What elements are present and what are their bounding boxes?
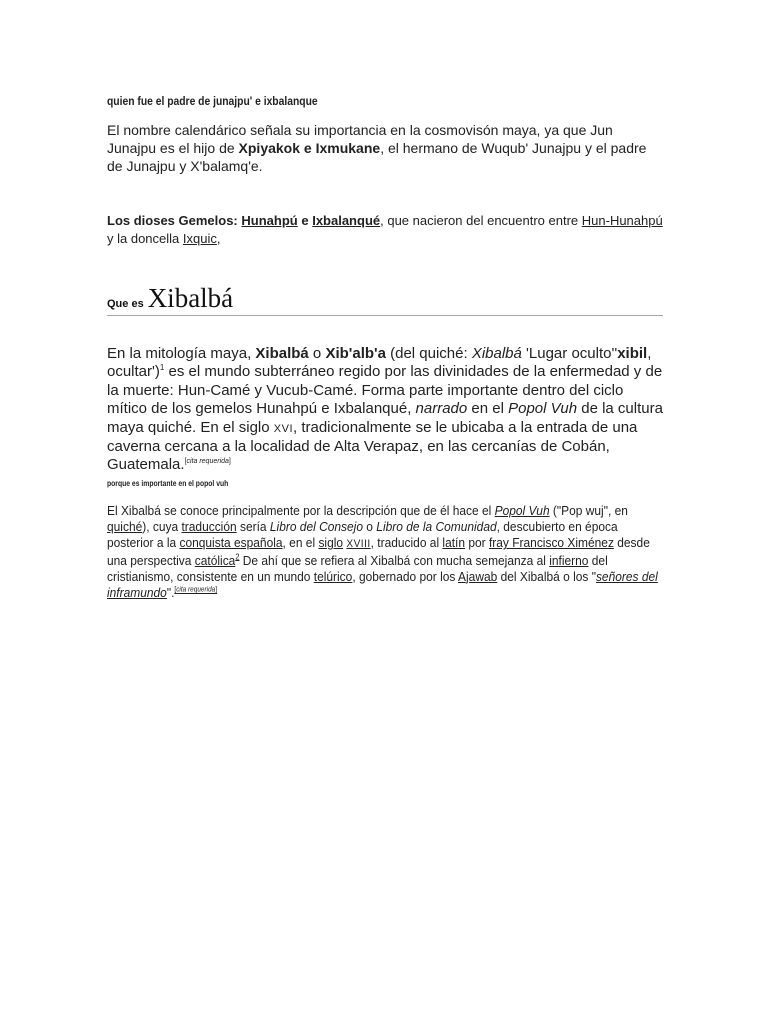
text: , descubierto en época posterior a la xyxy=(107,519,618,551)
text: , ocultar') xyxy=(107,345,652,381)
text: de la cultura maya quiché. En el siglo xyxy=(107,400,663,436)
text: De ahí que se refiera al Xibalbá con mucha semejanza al xyxy=(239,552,550,568)
text: ), cuya xyxy=(142,519,182,535)
paragraph-popol-vuh xyxy=(107,503,659,601)
text: o xyxy=(308,345,326,362)
text: , en el xyxy=(282,535,319,551)
paragraph-gemelos xyxy=(107,212,663,248)
link-century-numeral[interactable]: XVIII xyxy=(346,538,371,551)
text: o xyxy=(362,519,377,535)
text: del Xibalbá o los " xyxy=(497,568,596,584)
link-latin[interactable]: latín xyxy=(442,535,466,551)
text: ". xyxy=(166,585,175,601)
text: del cristianismo, consistente en un mundo xyxy=(107,552,608,584)
link-telurico[interactable]: telúrico xyxy=(313,568,353,584)
italic-term: Xibalbá xyxy=(471,345,522,362)
text: ("Pop wuj", en xyxy=(549,503,628,518)
bold-name: Xpiyakok e Ixmukane xyxy=(238,140,381,156)
bold-term: Xib'alb'a xyxy=(325,345,386,362)
link-hunahpu[interactable]: Hunahpú xyxy=(241,213,298,228)
italic-title: Libro de la Comunidad xyxy=(376,519,497,535)
italic-title: Libro del Consejo xyxy=(269,519,363,535)
text: , tradicionalmente se le ubicaba a la entrada de una caverna cercana a la localidad de Alta Verapaz, en las cercanías de Cobán, Guatemala. xyxy=(107,418,638,474)
text: (del quiché: xyxy=(385,345,472,362)
link-hun-hunahpu[interactable]: Hun-Hunahpú xyxy=(581,213,663,228)
link-siglo[interactable]: siglo xyxy=(318,535,344,551)
text: , que nacieron del encuentro entre xyxy=(380,213,582,228)
text: por xyxy=(465,535,489,551)
link-popol-vuh[interactable]: Popol Vuh xyxy=(494,503,550,518)
bold-label: Los dioses Gemelos: xyxy=(107,213,238,228)
text: El nombre calendárico señala su importancia en la cosmovisón maya, ya que Jun Junajpu es el hijo de xyxy=(107,122,613,156)
text: en el xyxy=(467,400,509,418)
link-catolica[interactable]: católica xyxy=(194,552,236,568)
paragraph-junajpu xyxy=(107,121,663,175)
footnote-ref-2[interactable]: 2 xyxy=(235,552,240,562)
link-ajawab[interactable]: Ajawab xyxy=(458,568,498,584)
text: desde una perspectiva xyxy=(107,535,650,568)
citation-text[interactable]: cita requerida xyxy=(176,586,216,594)
question-heading: quien fue el padre de junajpu' e ixbalanque xyxy=(107,94,318,108)
link-senores-inframundo[interactable]: señores del inframundo xyxy=(107,568,658,601)
link-conquista[interactable]: conquista española xyxy=(179,535,283,551)
italic-term: Popol Vuh xyxy=(508,400,578,418)
section-heading-prefix: Que es xyxy=(107,298,144,310)
link-quiche[interactable]: quiché xyxy=(107,519,143,535)
century-numeral: XVI xyxy=(273,422,293,435)
link-infierno[interactable]: infierno xyxy=(549,552,589,568)
text: 'Lugar oculto'' xyxy=(521,345,618,362)
paragraph-xibalba-intro xyxy=(107,345,663,475)
text: , traducido al xyxy=(370,535,443,551)
italic-term: narrado xyxy=(415,400,468,418)
section-heading-xibalba xyxy=(107,283,663,316)
text: , el hermano de Wuqub' Junajpu y el padre de Junajpu y X'balamq'e. xyxy=(107,140,647,174)
text: y la doncella xyxy=(107,231,183,246)
link-traduccion[interactable]: traducción xyxy=(181,519,237,535)
link-ixbalanque[interactable]: Ixbalanqué xyxy=(312,213,381,228)
citation-text[interactable]: cita requerida xyxy=(186,458,229,466)
question-note: porque es importante en el popol vuh xyxy=(107,479,229,488)
bold-conj: e xyxy=(301,213,309,228)
link-ixquic[interactable]: Ixquic xyxy=(182,231,217,246)
text: El Xibalbá se conoce principalmente por la descripción que de él hace el xyxy=(107,503,495,518)
text: , xyxy=(216,231,221,246)
bold-term: Xibalbá xyxy=(255,345,309,362)
footnote-ref-1[interactable]: 1 xyxy=(159,363,165,373)
section-heading-title: Xibalbá xyxy=(147,283,234,313)
link-ximenez[interactable]: fray Francisco Ximénez xyxy=(488,535,614,551)
citation-needed[interactable]: [cita requerida] xyxy=(174,586,218,594)
text: sería xyxy=(236,519,270,535)
text: En la mitología maya, xyxy=(107,345,256,362)
bold-term: xibil xyxy=(617,345,648,362)
text: , gobernado por los xyxy=(352,568,459,584)
citation-needed[interactable]: [cita requerida] xyxy=(184,458,231,466)
text: es el mundo subterráneo regido por las divinidades de la enfermedad y de la muerte: Hun-Camé y Vucub-Camé. Forma parte importante dentro del ciclo mítico de los gemelos Hunahpú e Ixbalanqué, xyxy=(107,363,663,418)
